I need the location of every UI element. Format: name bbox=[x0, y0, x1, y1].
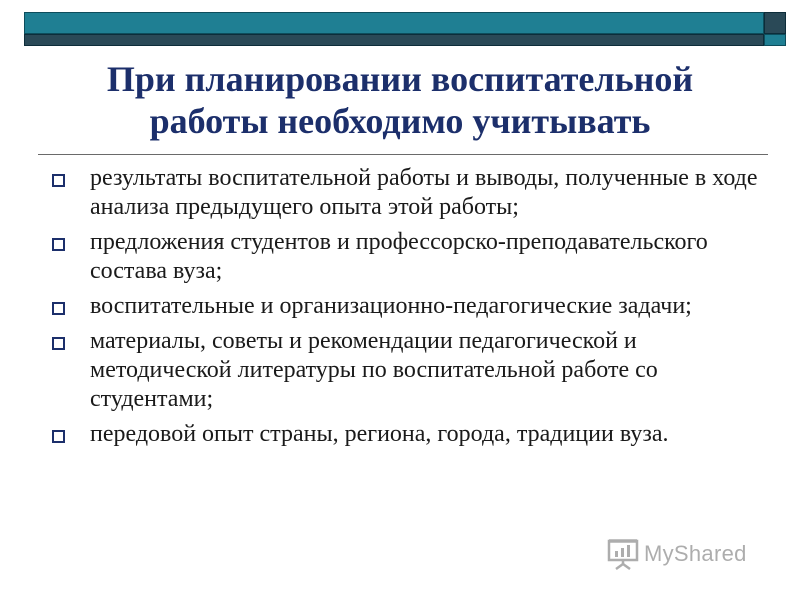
slide-title-line-1: При планировании воспитательной bbox=[106, 59, 694, 99]
watermark-text: MyShared bbox=[644, 541, 747, 566]
bullet-text: материалы, советы и рекомендации педагогической и методической литературы по воспитательной работе со студентами; bbox=[90, 328, 658, 412]
title-divider bbox=[38, 154, 768, 155]
bullet-item bbox=[46, 164, 776, 222]
bullet-text: передовой опыт страны, региона, города, традиции вуза. bbox=[90, 421, 669, 447]
bullet-item bbox=[46, 228, 776, 286]
bullet-text: воспитательные и организационно-педагогические задачи; bbox=[90, 293, 692, 319]
header-decor-bar-top bbox=[24, 12, 764, 34]
slide-title-line-2: работы необходимо учитывать bbox=[149, 101, 651, 141]
hollow-square-icon bbox=[52, 302, 65, 315]
bullet-text: предложения студентов и профессорско-преподавательского состава вуза; bbox=[90, 229, 708, 284]
bullet-text: результаты воспитательной работы и выводы, полученные в ходе анализа предыдущего опыта этой работы; bbox=[90, 165, 758, 220]
presentation-board-icon bbox=[606, 537, 640, 571]
header-decor-corner-bottom bbox=[764, 34, 786, 46]
bullet-item bbox=[46, 292, 776, 321]
bullet-list bbox=[46, 164, 776, 455]
slide-title bbox=[20, 58, 780, 142]
header-decor-bar-bottom bbox=[24, 34, 764, 46]
hollow-square-icon bbox=[52, 337, 65, 350]
hollow-square-icon bbox=[52, 430, 65, 443]
watermark bbox=[606, 536, 747, 572]
hollow-square-icon bbox=[52, 238, 65, 251]
header-decor-corner-top bbox=[764, 12, 786, 34]
hollow-square-icon bbox=[52, 174, 65, 187]
bullet-item bbox=[46, 327, 776, 414]
bullet-item bbox=[46, 420, 776, 449]
